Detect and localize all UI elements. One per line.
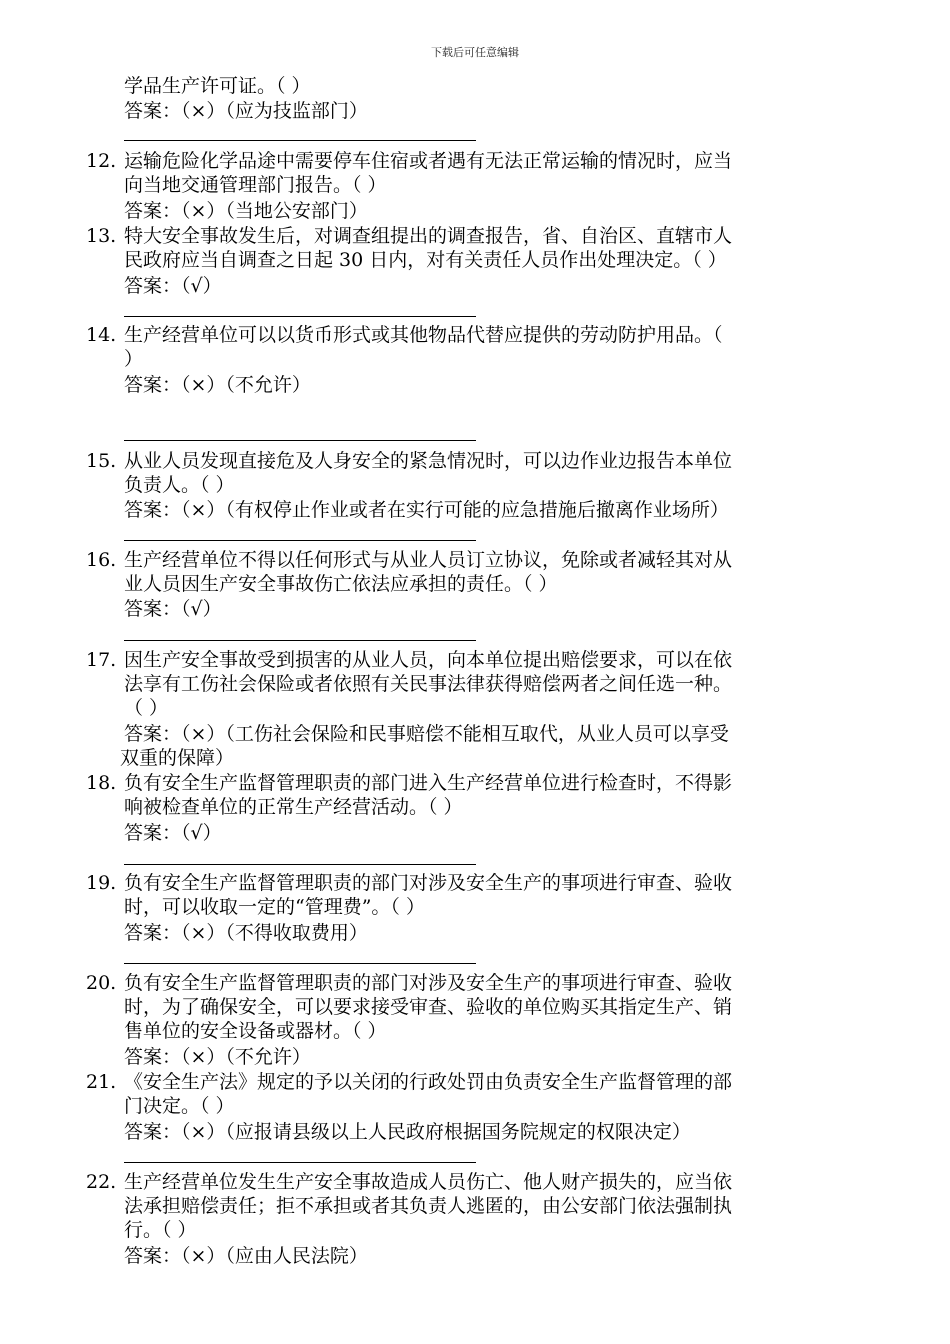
question-text [124,548,864,596]
question-line: 法承担赔偿责任；拒不承担或者其负责人逃匿的，由公安部门依法强制执 [124,1195,733,1217]
answer-text: 答案：（×）（应为技监部门） [124,100,368,122]
question-text [124,971,864,1043]
question-number: 13. [86,225,117,247]
question-line: 生产经营单位发生生产安全事故造成人员伤亡、他人财产损失的，应当依 [124,1171,733,1193]
question-line: 民政府应当自调查之日起 30 日内，对有关责任人员作出处理决定。（ ） [124,249,727,271]
question-number: 20. [86,972,117,994]
question-text [124,1070,864,1118]
question-line: 售单位的安全设备或器材。（ ） [124,1020,387,1042]
question-line: 负有安全生产监督管理职责的部门对涉及安全生产的事项进行审查、验收 [124,872,733,894]
divider-line [124,1162,476,1163]
question-line: 响被检查单位的正常生产经营活动。（ ） [124,796,463,818]
continued-question-line: 学品生产许可证。（ ） [124,75,311,97]
question-line: 运输危险化学品途中需要停车住宿或者遇有无法正常运输的情况时，应当 [124,150,733,172]
question-line: 《安全生产法》规定的予以关闭的行政处罚由负责安全生产监督管理的部 [124,1071,733,1093]
answer-text-continued: 双重的保障） [120,747,235,769]
divider-line [124,640,476,641]
answer-text: 答案：（×）（有权停止作业或者在实行可能的应急措施后撤离作业场所） [124,499,729,521]
answer-text: 答案：（×）（不得收取费用） [124,922,368,944]
answer-text: 答案：（√） [124,275,222,297]
answer-text: 答案：（×）（应由人民法院） [124,1245,368,1267]
question-line: 行。（ ） [124,1219,197,1241]
question-line: 从业人员发现直接危及人身安全的紧急情况时，可以边作业边报告本单位 [124,450,733,472]
question-text [124,871,864,919]
question-line: 负有安全生产监督管理职责的部门进入生产经营单位进行检查时，不得影 [124,772,733,794]
question-number: 17. [86,649,117,671]
question-line: 因生产安全事故受到损害的从业人员，向本单位提出赔偿要求，可以在依 [124,649,733,671]
question-number: 15. [86,450,117,472]
divider-line [124,963,476,964]
question-line: 门决定。（ ） [124,1095,235,1117]
answer-text: 答案：（×）（应报请县级以上人民政府根据国务院规定的权限决定） [124,1121,691,1143]
question-number: 12. [86,150,117,172]
question-line: 特大安全事故发生后，对调查组提出的调查报告，省、自治区、直辖市人 [124,225,733,247]
question-text [124,323,864,371]
question-line: （ ） [124,697,169,719]
divider-line [124,140,476,141]
question-line: 生产经营单位不得以任何形式与从业人员订立协议，免除或者减轻其对从 [124,549,733,571]
question-text [124,771,864,819]
question-number: 19. [86,872,117,894]
question-line: 生产经营单位可以以货币形式或其他物品代替应提供的劳动防护用品。（ [124,324,723,346]
question-number: 21. [86,1071,117,1093]
question-text [124,149,864,197]
divider-line [124,316,476,317]
question-line: 时，可以收取一定的“管理费”。（ ） [124,896,425,918]
divider-line [124,864,476,865]
answer-text: 答案：（×）（当地公安部门） [124,200,368,222]
question-line: 负有安全生产监督管理职责的部门对涉及安全生产的事项进行审查、验收 [124,972,733,994]
question-text [124,449,864,497]
question-number: 22. [86,1171,117,1193]
question-line: ） [124,348,144,370]
divider-line [124,440,476,441]
page-header: 下载后可任意编辑 [431,46,519,59]
answer-text: 答案：（×）（不允许） [124,1046,311,1068]
question-line: 业人员因生产安全事故伤亡依法应承担的责任。（ ） [124,573,558,595]
question-text [124,648,864,720]
question-line: 负责人。（ ） [124,474,235,496]
question-text [124,224,864,272]
question-line: 时，为了确保安全，可以要求接受审查、验收的单位购买其指定生产、销 [124,996,733,1018]
question-text [124,1170,864,1242]
divider-line [124,540,476,541]
answer-text: 答案：（√） [124,598,222,620]
question-number: 18. [86,772,117,794]
question-number: 16. [86,549,117,571]
question-line: 法享有工伤社会保险或者依照有关民事法律获得赔偿两者之间任选一种。 [124,673,733,695]
question-number: 14. [86,324,117,346]
answer-text: 答案：（×）（工伤社会保险和民事赔偿不能相互取代，从业人员可以享受 [124,723,729,745]
answer-text: 答案：（√） [124,822,222,844]
answer-text: 答案：（×）（不允许） [124,374,311,396]
question-line: 向当地交通管理部门报告。（ ） [124,174,387,196]
